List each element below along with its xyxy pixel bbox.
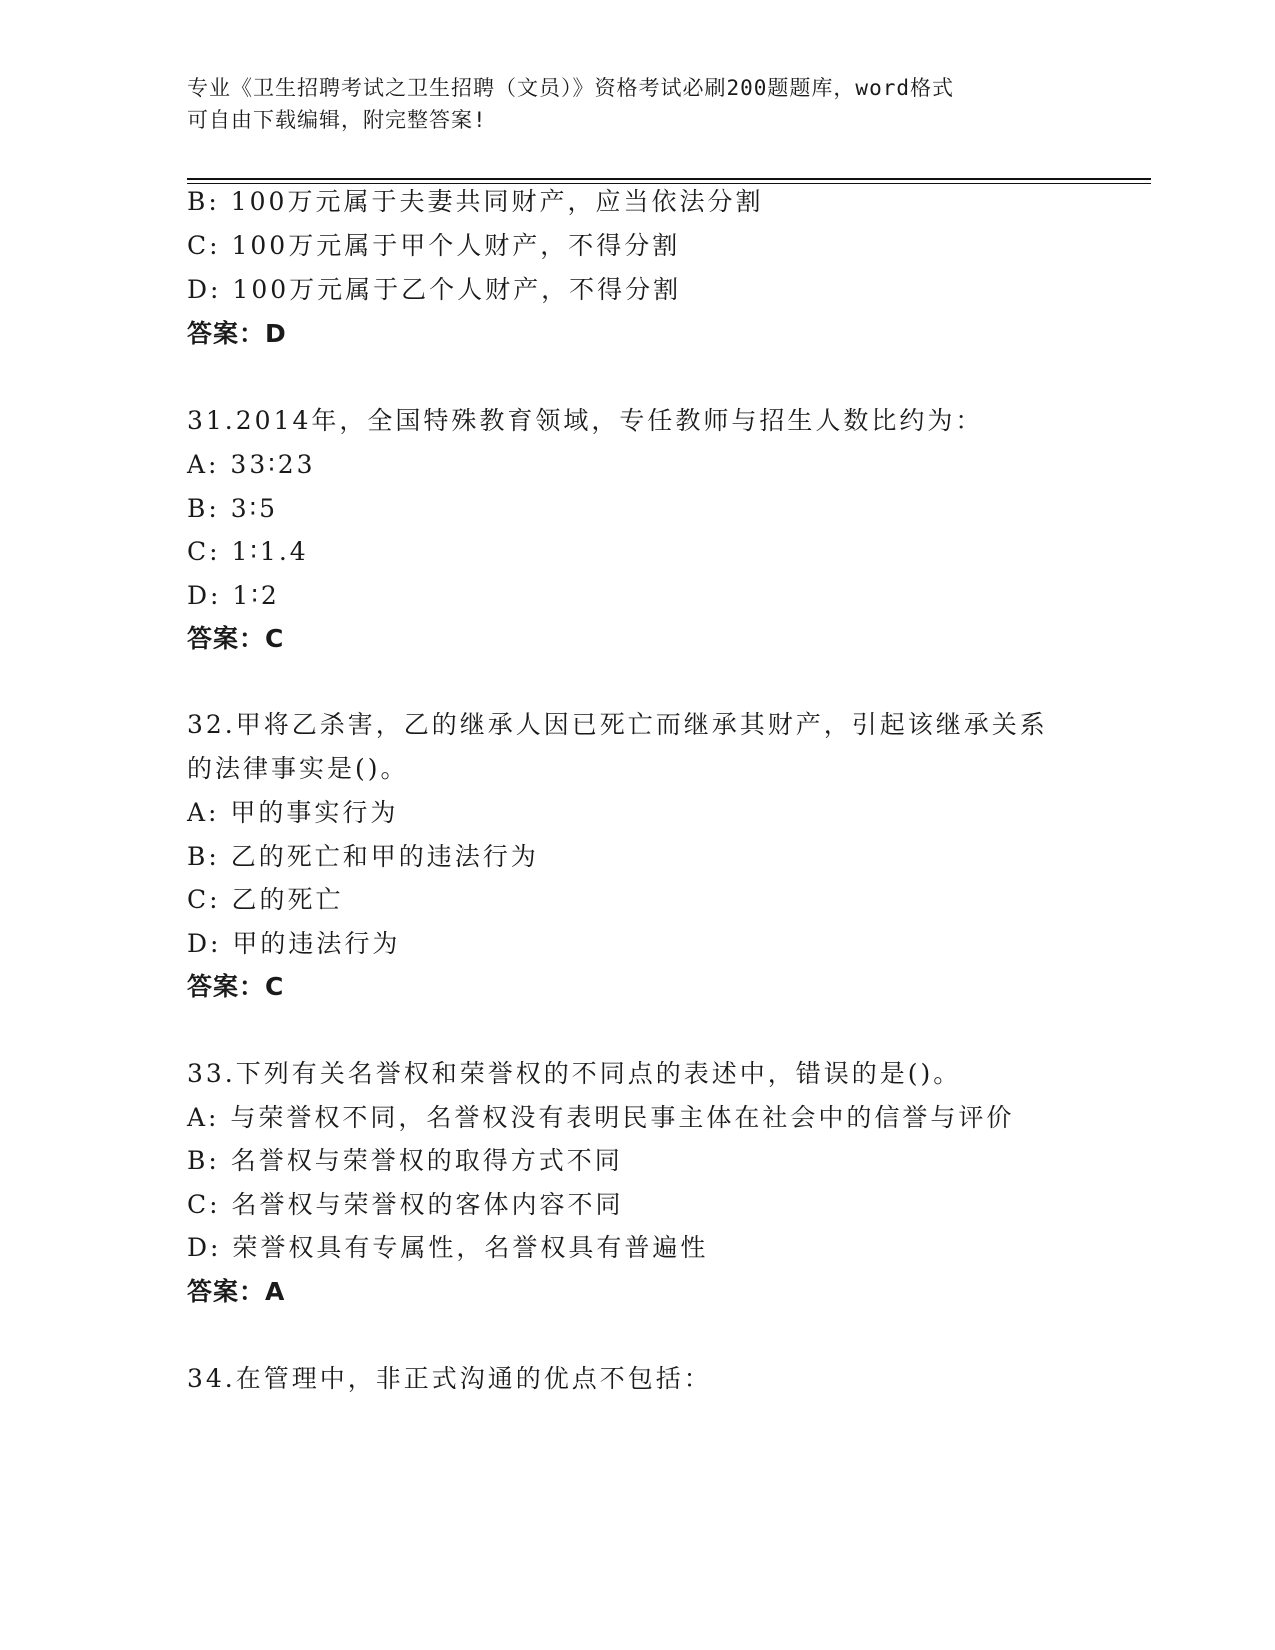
q30-option-d: D: 100万元属于乙个人财产，不得分割: [187, 275, 682, 304]
q30-option-b: B: 100万元属于夫妻共同财产，应当依法分割: [187, 187, 764, 216]
q32-question-line-2: 的法律事实是()。: [187, 754, 409, 783]
q31-option-b: B: 3∶5: [187, 494, 279, 523]
q30-answer: 答案：D: [187, 319, 287, 348]
q33-option-d: D: 荣誉权具有专属性，名誉权具有普遍性: [187, 1233, 709, 1262]
q33-option-b: B: 名誉权与荣誉权的取得方式不同: [187, 1146, 623, 1175]
header-rule-thin: [187, 183, 1151, 184]
q33-option-a: A: 与荣誉权不同，名誉权没有表明民事主体在社会中的信誉与评价: [187, 1103, 1015, 1132]
q32-option-b: B: 乙的死亡和甲的违法行为: [187, 842, 539, 871]
q31-question: 31.2014年，全国特殊教育领域，专任教师与招生人数比约为：: [187, 406, 984, 435]
q32-question-line-1: 32.甲将乙杀害，乙的继承人因已死亡而继承其财产，引起该继承关系: [187, 710, 1048, 739]
header-line-2: 可自由下载编辑，附完整答案!: [187, 108, 487, 132]
q31-option-d: D: 1∶2: [187, 581, 280, 610]
q32-option-d: D: 甲的违法行为: [187, 929, 401, 958]
q33-answer: 答案：A: [187, 1277, 286, 1306]
q33-option-c: C: 名誉权与荣誉权的客体内容不同: [187, 1190, 624, 1219]
q30-option-c: C: 100万元属于甲个人财产，不得分割: [187, 231, 681, 260]
q31-option-a: A: 33∶23: [187, 450, 316, 479]
document-header: [187, 72, 1087, 136]
q31-answer: 答案：C: [187, 624, 285, 653]
q32-option-c: C: 乙的死亡: [187, 885, 344, 914]
q34-question: 34.在管理中，非正式沟通的优点不包括：: [187, 1364, 712, 1393]
header-line-1: 专业《卫生招聘考试之卫生招聘（文员）》资格考试必刷200题题库，word格式: [187, 76, 954, 100]
q31-option-c: C: 1∶1.4: [187, 537, 309, 566]
q32-answer: 答案：C: [187, 972, 285, 1001]
header-rule-thick: [187, 178, 1151, 180]
q33-question: 33.下列有关名誉权和荣誉权的不同点的表述中，错误的是()。: [187, 1059, 962, 1088]
q32-option-a: A: 甲的事实行为: [187, 798, 399, 827]
